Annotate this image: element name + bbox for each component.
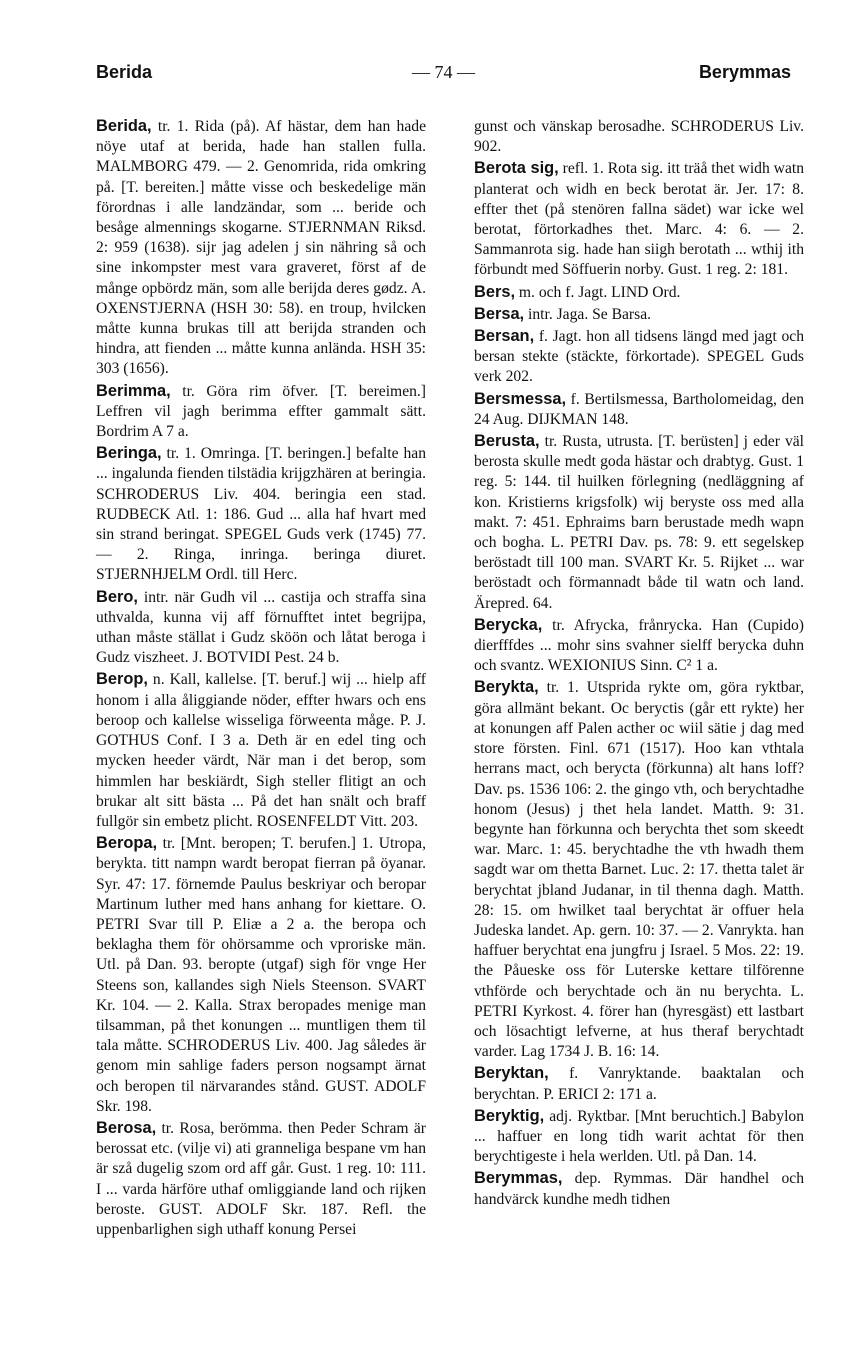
dictionary-entry <box>474 282 804 303</box>
entry-text: f. Vanryktande. baaktalan och berychtan. P. ERICI 2: 171 a. <box>474 1065 804 1103</box>
dictionary-entry <box>474 677 804 1062</box>
entry-text: n. Kall, kallelse. [T. beruf.] wij ... hielp aff honom i alla åliggiande nöder, effter hwars och ens beroop och kallelse wisseliga förweenta måge. P. J. GOTHUS Conf. I 3 a. Deth är en edel ting och mycken heeder värdt, När man i det berop, som himmlen har beskiärdt, Sigh steller flitigt an och brukar alt sitt bästa ... På det han snält och braff fullgör sin embetz plicht. ROSENFELDT Vitt. 203. <box>96 671 426 830</box>
dictionary-entry <box>474 158 804 280</box>
entry-text: dep. Rymmas. Där handhel och handvärck kundhe medh tidhen <box>474 1170 804 1208</box>
dictionary-entry <box>474 1106 804 1168</box>
page-header <box>96 62 791 92</box>
left-column <box>96 116 426 1241</box>
entry-text: tr. Afrycka, frånrycka. Han (Cupido) dierfffdes ... mohr sins svahner sielff berycka duhn och svantz. WEXIONIUS Sinn. C² 1 a. <box>474 616 804 675</box>
entry-text: f. Jagt. hon all tidsens längd med jagt och bersan stekte (stäckte, förkortade). SPEGEL Guds verk 202. <box>474 328 804 386</box>
entry-headword: Berida, <box>96 117 152 135</box>
entry-text: tr. Rosa, berömma. then Peder Schram är berossat etc. (vilje vi) ati granneliga bespane vm han är szå dugelig szom ord aff går. Gust. 1 reg. 10: 111. I ... varda härföre uthaf omliggiande land och rijken beroste. GUST. ADOLF Skr. 187. Refl. the uppenbarlighen sigh uthaff konung Persei <box>96 1119 426 1238</box>
entry-text: tr. 1. Omringa. [T. beringen.] befalte han ... ingalunda fienden tilstädia krijgzhären at beringia. SCHRODERUS Liv. 404. beringia een stad. RUDBECK Atl. 1: 186. Gud ... alla haf hvart med sin strand beringat. SPEGEL Guds verk (1745) 77. — 2. Ringa, inringa. beringa diuret. STJERNHJELM Ordl. till Herc. <box>96 445 426 584</box>
dictionary-entry <box>96 587 426 669</box>
entry-headword: Beryktan, <box>474 1064 549 1083</box>
entry-text: gunst och vänskap berosadhe. SCHRODERUS Liv. 902. <box>474 118 804 156</box>
dictionary-entry <box>474 615 804 677</box>
running-head-right: Berymmas <box>698 62 791 82</box>
entry-headword: Bero, <box>96 587 138 606</box>
entry-text: f. Bertilsmessa, Bartholomeidag, den 24 Aug. DIJKMAN 148. <box>474 390 804 428</box>
entry-headword: Berykta, <box>474 678 539 697</box>
dictionary-entry <box>474 1063 804 1104</box>
entry-text: tr. Göra rim öfver. [T. bereimen.] Leffren vil jagh berimma effter gammalt sätt. Bordrim A 7 a. <box>96 382 426 441</box>
dictionary-entry <box>474 116 804 157</box>
entry-text: intr. när Gudh vil ... castija och straffa sina uthvalda, kunna vij aff förnufftet intet begrijpa, uthan måste ställat i Gudz sköön och låtat beroga i Gudz viszheet. J. BOTVIDI Pest. 24 b. <box>96 588 426 667</box>
entry-headword: Berymmas, <box>474 1169 563 1188</box>
dictionary-entry <box>96 669 426 832</box>
entry-text: tr. 1. Rida (på). Af hästar, dem han hade nöye utaf at berida, hade han stallen fulla. MALMBORG 479. — 2. Genomrida, rida omkring på. [T. bereiten.] måtte visse och beskedelige män förordnas i alle landzändar, som ... beride och besåge almennings skogarne. STJERNMAN Riksd. 2: 959 (1638). sijr jag adelen j sin nähring så och sine inkompster mest vara graveret, först af de månge opbördz män, som alle berijda deres gødz. A. OXENSTJERNA (HSH 30: 58). en troup, hvilcken måtte kunna brukas till att berijda stranden och hindra, att fienden ... måtte kunna anlända. HSH 35: 303 (1656). <box>96 118 426 378</box>
entry-text: refl. 1. Rota sig. itt träå thet widh watn planterat och widh en beck berotat är. Jer. 17: 8. effter thet (på stenören fallna sädet) war icke wel berotat, förtorkadhes thet. Marc. 4: 6. — 2. Sammanrota sig. hade han siigh berotath ... wthij ith förbundt med Söffuerin norby. Gust. 1 reg. 2: 181. <box>474 160 804 279</box>
dictionary-entry <box>474 326 804 388</box>
entry-headword: Berusta, <box>474 432 540 451</box>
entry-headword: Beryktig, <box>474 1106 545 1125</box>
dictionary-entry <box>96 381 426 443</box>
entry-headword: Berycka, <box>474 615 543 634</box>
entry-text: tr. 1. Utsprida rykte om, göra ryktbar, göra allmänt bekant. Oc beryctis (går ett rykte) her at konungen aff Palen acther oc wiil sätie j dag med store försten. Finl. 671 (1517). Hoo kan vthtala herrans mact, och berycta (förkunna) alt hans loff? Dav. ps. 1536 106: 2. the gingo vth, och berychtadhe honom (Jesus) j thet hela landet. Matth. 9: 31. begynte han förkunna och berychta thet som skeedt war. Marc. 1: 45. berychtadhe the vth hwadh them sagdt war om thetta Barnet. Luc. 2: 17. thetta talet är berychtat jbland Judanar, in til thenna dagh. Matth. 28: 15. om hwilket taal berychtat är offuer hela Judeska landet. Ap. gern. 10: 37. — 2. Vanrykta. han haffuer berychtat ena jungfru j Israel. 5 Mos. 22: 19. the Påueske oss för Luterske kettare tilförenne vthförde och berychtade och än nu berychta. L. PETRI Kyrkost. 4. förer han (hyresgäst) ett lastbart och lösachtigt lefverne, at hus theraf berychtadt varder. Lag 1734 J. B. 16: 14. <box>474 679 804 1061</box>
dictionary-entry <box>474 431 804 614</box>
dictionary-entry <box>474 304 804 325</box>
dictionary-entry <box>96 1118 426 1240</box>
entry-headword: Berota sig, <box>474 159 559 178</box>
entry-text: adj. Ryktbar. [Mnt beruchtich.] Babylon ... haffuer en long tidh warit achtat för then berychtigeste i hela werlden. Utl. på Dan. 14. <box>474 1107 804 1166</box>
entry-headword: Beringa, <box>96 444 162 463</box>
dictionary-entry <box>96 833 426 1117</box>
entry-headword: Bersan, <box>474 327 535 346</box>
dictionary-entry <box>96 443 426 585</box>
entry-headword: Berosa, <box>96 1118 157 1137</box>
right-column <box>474 116 804 1211</box>
entry-headword: Beropa, <box>96 834 158 853</box>
entry-headword: Berop, <box>96 670 148 689</box>
entry-text: m. och f. Jagt. LIND Ord. <box>515 283 681 301</box>
entry-headword: Bersmessa, <box>474 389 567 408</box>
dictionary-entry <box>474 1168 804 1209</box>
entry-text: intr. Jaga. Se Barsa. <box>524 305 652 323</box>
dictionary-entry <box>474 389 804 430</box>
running-head-left: Berida <box>96 62 153 82</box>
entry-headword: Bers, <box>474 282 516 301</box>
entry-text: tr. [Mnt. beropen; T. berufen.] 1. Utropa, berykta. titt nampn wardt beropat fierran på öyanar. Syr. 47: 17. förnemde Paulus beskriyar och beropar Martinum luther med hans anhang for kiettare. O. PETRI Svar till P. Eliæ a 2 a. the beropa och beklagha them för ohörsamme och vproriske män. Utl. på Dan. 93. beropte (utgaf) sigh för vnge Her Steens son, kallandes sigh Niels Steenson. SVART Kr. 104. — 2. Kalla. Strax beropades menige man tilsamman, på thet konungen ... muntligen them til tala måtte. SCHRODERUS Liv. 400. Jag således är genom min sahlige faders person nogsampt ärnat och beropen til närvarandes stånd. GUST. ADOLF Skr. 198. <box>96 835 426 1115</box>
dictionary-entry <box>96 116 426 380</box>
page-number: — 74 — <box>412 62 475 82</box>
entry-headword: Berimma, <box>96 381 171 400</box>
entry-text: tr. Rusta, utrusta. [T. berüsten] j eder väl berosta skulle medt goda hästar och drabtyg. Gust. 1 reg. 5: 144. til huilken förlegning (nedläggning af kon. Kristierns krigsfolk) wij beryste oss med alla makt. 7: 451. Ephraims barn berustade medh wapn och bogha. L. PETRI Dav. ps. 78: 9. ett segelskep beröstadt till 100 man. SVART Kr. 5. Rijket ... war beröstadt och förmannadt både til watn och land. Ärepred. 64. <box>474 433 804 612</box>
entry-headword: Bersa, <box>474 304 525 323</box>
